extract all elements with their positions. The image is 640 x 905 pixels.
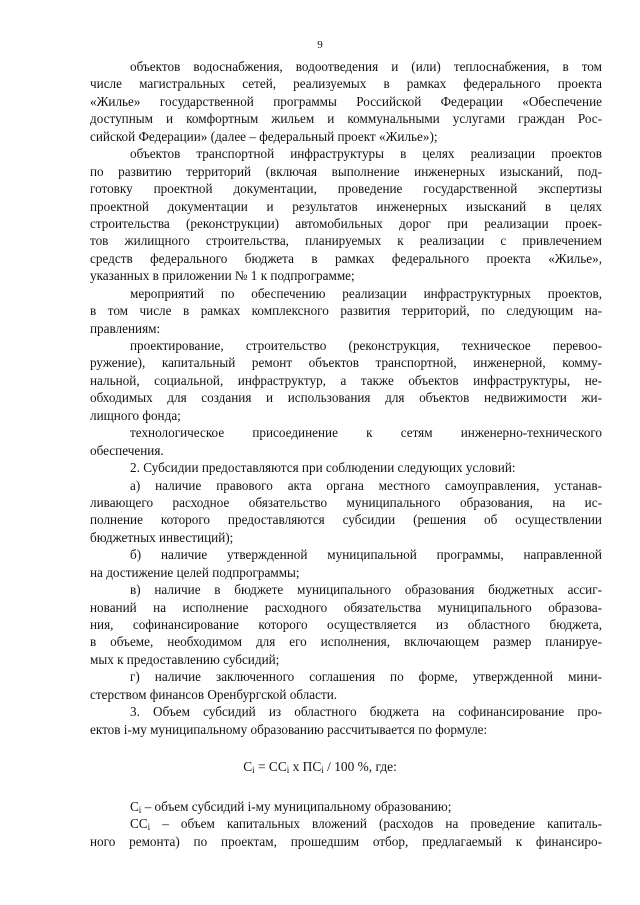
formula-tail: / 100 %, где: (323, 759, 397, 774)
formula-sub-2: i (286, 765, 290, 775)
text-line: мых к предоставлению субсидий; (90, 651, 280, 667)
formula-mid-2: х ПС (289, 759, 322, 774)
text-line: мероприятий по обеспечению реализации инфраструктурных проектов, (130, 285, 602, 301)
text-line: доступным и комфортным жильем и коммунальными услугами граждан Рос- (90, 111, 602, 127)
text-line: лищного фонда; (90, 407, 181, 423)
text-line: средств федерального бюджета в рамках федерального проекта «Жилье», (90, 250, 602, 266)
text-line: бюджетных инвестиций); (90, 529, 234, 545)
formula-definitions (90, 798, 602, 850)
text-line: проектной документации и результатов инженерных изысканий в целях (90, 198, 602, 214)
text-line: ружение), капитальный ремонт объектов транспортной, инженерной, комму- (90, 355, 602, 371)
subsidy-formula (0, 758, 640, 776)
text-line: «Жилье» государственной программы Российской Федерации «Обеспечение (90, 93, 602, 109)
text-line: объектов водоснабжения, водоотведения и (или) теплоснабжения, в том (130, 59, 602, 74)
definition-symbol: СС (130, 816, 148, 832)
text-line: ливающего расходное обязательство муниципального образования, на ис- (90, 494, 602, 510)
document-body (90, 58, 602, 738)
text-line: правлениям: (90, 320, 161, 336)
definition-text: – объем капитальных вложений (расходов на проведение капиталь- (150, 816, 602, 832)
text-line: б) наличие утвержденной муниципальной программы, направленной (130, 547, 602, 563)
text-line: числе магистральных сетей, реализуемых в рамках федерального проекта (90, 76, 602, 92)
formula-sub-1: i (252, 765, 255, 775)
text-line: объектов транспортной инфраструктуры в целях реализации проектов (130, 146, 602, 162)
definition-symbol: C (130, 799, 139, 814)
text-line: в объеме, необходимом для его исполнения, включающем размер планируе- (90, 634, 602, 650)
definition-line (90, 798, 602, 815)
text-line: сийской Федерации» (далее – федеральный проект «Жилье»); (90, 128, 438, 144)
text-line: нований на исполнение расходного обязательства муниципального образова- (90, 599, 602, 615)
text-line: строительства (реконструкции) автомобильных дорог при реализации проек- (90, 215, 602, 231)
formula-sub-3: i (321, 765, 324, 775)
text-line: обходимых для создания и использования для объектов недвижимости жи- (90, 390, 602, 406)
definition-subscript: i (147, 822, 151, 833)
formula-c: C (243, 759, 253, 774)
definition-text: – объем субсидий i-му муниципальному образованию; (141, 799, 452, 814)
text-line: нальной, социальной, инфраструктур, а также объектов инфраструктуры, не- (90, 372, 602, 388)
text-line: технологическое присоединение к сетям инженерно-технического (130, 425, 602, 441)
text-line: указанных в приложении № 1 к подпрограмме; (90, 268, 355, 284)
text-line: тов жилищного строительства, планируемых к реализации с привлечением (90, 233, 602, 249)
definition-subscript: i (138, 805, 142, 815)
text-line: ния, софинансирование которого осуществляется из областного бюджета, (90, 617, 602, 632)
formula-mid-1: = СС (254, 759, 287, 774)
text-line: в) наличие в бюджете муниципального образования бюджетных ассиг- (130, 582, 602, 598)
text-line: в том числе в рамках комплексного развития территорий, по следующим на- (90, 303, 602, 319)
text-line: на достижение целей подпрограммы; (90, 564, 300, 580)
page-number: 9 (317, 39, 323, 51)
text-line: обеспечения. (90, 442, 164, 458)
text-line: 3. Объем субсидий из областного бюджета на софинансирование про- (130, 704, 602, 720)
text-line: стерством финансов Оренбургской области. (90, 686, 338, 702)
text-line: 2. Субсидии предоставляются при соблюдении следующих условий: (130, 460, 516, 476)
text-line: по развитию территорий (включая выполнение инженерных изысканий, под- (90, 163, 602, 179)
text-line: ектов i-му муниципальному образованию рассчитывается по формуле: (90, 721, 488, 737)
text-line: проектирование, строительство (реконструкция, техническое перевоо- (130, 338, 602, 353)
text-line: ного ремонта) по проектам, прошедшим отбор, предлагаемый к финансиро- (90, 833, 602, 849)
text-line: а) наличие правового акта органа местного самоуправления, устанав- (130, 477, 602, 493)
text-line: готовку проектной документации, проведение государственной экспертизы (90, 181, 602, 197)
text-line: полнение которого предоставляются субсидии (решения об осуществлении (90, 512, 602, 528)
text-line: г) наличие заключенного соглашения по форме, утвержденной мини- (130, 669, 602, 685)
definition-line (90, 815, 602, 832)
